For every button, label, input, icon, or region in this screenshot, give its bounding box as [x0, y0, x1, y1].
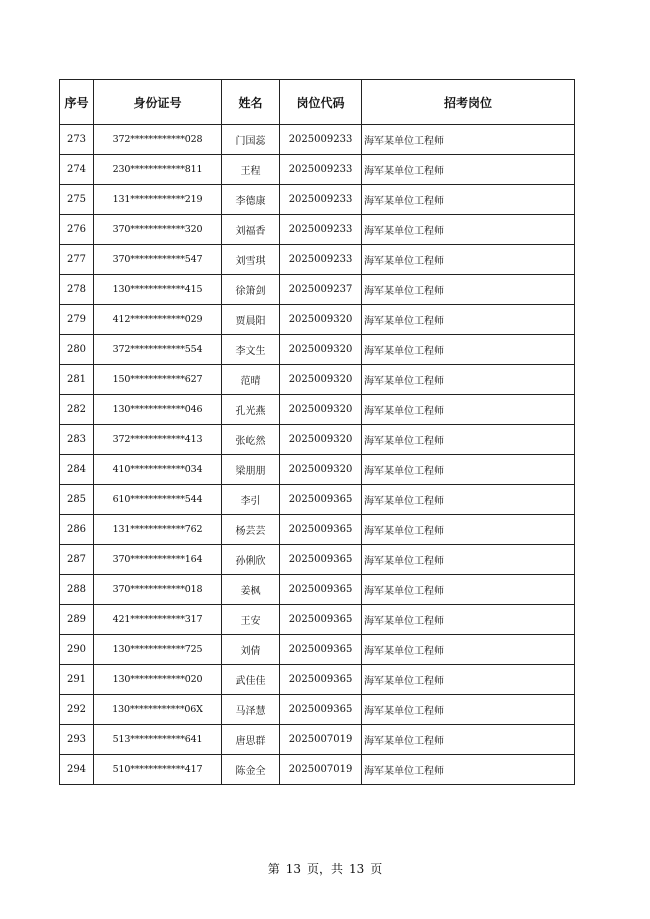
table-row — [60, 125, 575, 155]
cell-post: 海军某单位工程师 — [362, 575, 575, 605]
header-post: 招考岗位 — [362, 80, 575, 125]
cell-seq: 291 — [60, 665, 94, 695]
table-row — [60, 725, 575, 755]
table-row — [60, 665, 575, 695]
table-row — [60, 635, 575, 665]
cell-id-number: 130************725 — [94, 635, 222, 665]
cell-seq: 274 — [60, 155, 94, 185]
table-row — [60, 425, 575, 455]
table-row — [60, 215, 575, 245]
cell-seq: 275 — [60, 185, 94, 215]
table-row — [60, 545, 575, 575]
cell-id-number: 372************554 — [94, 335, 222, 365]
cell-id-number: 131************762 — [94, 515, 222, 545]
cell-post: 海军某单位工程师 — [362, 515, 575, 545]
cell-post: 海军某单位工程师 — [362, 545, 575, 575]
cell-post-code: 2025009320 — [280, 305, 362, 335]
page-footer — [0, 860, 650, 877]
cell-post-code: 2025009365 — [280, 635, 362, 665]
cell-name: 李文生 — [222, 335, 280, 365]
cell-seq: 285 — [60, 485, 94, 515]
cell-post: 海军某单位工程师 — [362, 365, 575, 395]
cell-name: 李引 — [222, 485, 280, 515]
table-row — [60, 485, 575, 515]
candidate-table — [59, 79, 575, 785]
cell-post-code: 2025009320 — [280, 455, 362, 485]
cell-name: 唐思群 — [222, 725, 280, 755]
cell-post: 海军某单位工程师 — [362, 425, 575, 455]
cell-id-number: 610************544 — [94, 485, 222, 515]
cell-name: 杨芸芸 — [222, 515, 280, 545]
cell-id-number: 372************028 — [94, 125, 222, 155]
cell-seq: 293 — [60, 725, 94, 755]
footer-current-page: 13 — [285, 862, 301, 876]
cell-id-number: 130************020 — [94, 665, 222, 695]
cell-id-number: 410************034 — [94, 455, 222, 485]
cell-post-code: 2025009365 — [280, 515, 362, 545]
cell-post: 海军某单位工程师 — [362, 665, 575, 695]
cell-seq: 277 — [60, 245, 94, 275]
cell-post: 海军某单位工程师 — [362, 455, 575, 485]
footer-suffix: 页 — [370, 862, 383, 876]
cell-post-code: 2025009365 — [280, 605, 362, 635]
table-row — [60, 155, 575, 185]
cell-post: 海军某单位工程师 — [362, 395, 575, 425]
table-row — [60, 335, 575, 365]
header-seq: 序号 — [60, 80, 94, 125]
cell-post: 海军某单位工程师 — [362, 335, 575, 365]
table-row — [60, 755, 575, 785]
table-row — [60, 275, 575, 305]
table-row — [60, 695, 575, 725]
cell-id-number: 131************219 — [94, 185, 222, 215]
cell-id-number: 370************320 — [94, 215, 222, 245]
cell-seq: 279 — [60, 305, 94, 335]
cell-name: 梁朋朋 — [222, 455, 280, 485]
cell-post-code: 2025009320 — [280, 365, 362, 395]
cell-seq: 282 — [60, 395, 94, 425]
cell-name: 孔光燕 — [222, 395, 280, 425]
cell-name: 徐箫剑 — [222, 275, 280, 305]
cell-post-code: 2025009320 — [280, 395, 362, 425]
cell-name: 孙俐欣 — [222, 545, 280, 575]
header-name: 姓名 — [222, 80, 280, 125]
cell-post-code: 2025009365 — [280, 545, 362, 575]
cell-name: 张屹然 — [222, 425, 280, 455]
cell-post: 海军某单位工程师 — [362, 185, 575, 215]
cell-seq: 287 — [60, 545, 94, 575]
cell-name: 门国蕊 — [222, 125, 280, 155]
cell-post: 海军某单位工程师 — [362, 305, 575, 335]
cell-seq: 294 — [60, 755, 94, 785]
cell-post: 海军某单位工程师 — [362, 125, 575, 155]
cell-id-number: 230************811 — [94, 155, 222, 185]
cell-id-number: 130************06X — [94, 695, 222, 725]
footer-total-pages: 13 — [349, 862, 365, 876]
cell-post-code: 2025009233 — [280, 185, 362, 215]
cell-post-code: 2025009237 — [280, 275, 362, 305]
footer-prefix: 第 — [267, 862, 280, 876]
header-post-code: 岗位代码 — [280, 80, 362, 125]
cell-seq: 284 — [60, 455, 94, 485]
cell-post: 海军某单位工程师 — [362, 245, 575, 275]
table-header-row — [60, 80, 575, 125]
cell-post: 海军某单位工程师 — [362, 725, 575, 755]
cell-post-code: 2025007019 — [280, 755, 362, 785]
cell-name: 姜枫 — [222, 575, 280, 605]
table-row — [60, 575, 575, 605]
cell-post: 海军某单位工程师 — [362, 635, 575, 665]
table-row — [60, 185, 575, 215]
cell-id-number: 372************413 — [94, 425, 222, 455]
cell-id-number: 130************415 — [94, 275, 222, 305]
cell-name: 陈金全 — [222, 755, 280, 785]
table-row — [60, 455, 575, 485]
cell-name: 刘雪琪 — [222, 245, 280, 275]
cell-seq: 273 — [60, 125, 94, 155]
cell-post-code: 2025009365 — [280, 695, 362, 725]
cell-seq: 276 — [60, 215, 94, 245]
table-row — [60, 305, 575, 335]
cell-id-number: 130************046 — [94, 395, 222, 425]
cell-id-number: 370************018 — [94, 575, 222, 605]
table-row — [60, 245, 575, 275]
cell-name: 贾晨阳 — [222, 305, 280, 335]
cell-seq: 278 — [60, 275, 94, 305]
cell-post: 海军某单位工程师 — [362, 215, 575, 245]
cell-name: 刘福香 — [222, 215, 280, 245]
cell-name: 李德康 — [222, 185, 280, 215]
cell-seq: 281 — [60, 365, 94, 395]
cell-id-number: 150************627 — [94, 365, 222, 395]
cell-id-number: 370************164 — [94, 545, 222, 575]
table-row — [60, 395, 575, 425]
cell-name: 范晴 — [222, 365, 280, 395]
cell-seq: 289 — [60, 605, 94, 635]
cell-name: 马泽慧 — [222, 695, 280, 725]
cell-name: 王程 — [222, 155, 280, 185]
cell-post-code: 2025009365 — [280, 485, 362, 515]
cell-post: 海军某单位工程师 — [362, 155, 575, 185]
cell-id-number: 513************641 — [94, 725, 222, 755]
header-id-number: 身份证号 — [94, 80, 222, 125]
cell-seq: 288 — [60, 575, 94, 605]
cell-seq: 286 — [60, 515, 94, 545]
cell-post: 海军某单位工程师 — [362, 275, 575, 305]
cell-post-code: 2025009320 — [280, 425, 362, 455]
cell-post-code: 2025009365 — [280, 575, 362, 605]
cell-seq: 280 — [60, 335, 94, 365]
cell-post: 海军某单位工程师 — [362, 485, 575, 515]
cell-post-code: 2025009233 — [280, 215, 362, 245]
cell-name: 王安 — [222, 605, 280, 635]
cell-post-code: 2025009233 — [280, 125, 362, 155]
table-row — [60, 365, 575, 395]
cell-id-number: 412************029 — [94, 305, 222, 335]
cell-post: 海军某单位工程师 — [362, 695, 575, 725]
cell-post-code: 2025009320 — [280, 335, 362, 365]
cell-name: 刘倩 — [222, 635, 280, 665]
cell-id-number: 421************317 — [94, 605, 222, 635]
cell-id-number: 370************547 — [94, 245, 222, 275]
cell-post: 海军某单位工程师 — [362, 755, 575, 785]
cell-post-code: 2025009233 — [280, 155, 362, 185]
cell-post-code: 2025009233 — [280, 245, 362, 275]
cell-post-code: 2025009365 — [280, 665, 362, 695]
cell-seq: 292 — [60, 695, 94, 725]
cell-seq: 290 — [60, 635, 94, 665]
table-row — [60, 605, 575, 635]
cell-post: 海军某单位工程师 — [362, 605, 575, 635]
cell-id-number: 510************417 — [94, 755, 222, 785]
cell-seq: 283 — [60, 425, 94, 455]
cell-post-code: 2025007019 — [280, 725, 362, 755]
footer-mid: 页，共 — [306, 862, 343, 876]
table-row — [60, 515, 575, 545]
cell-name: 武佳佳 — [222, 665, 280, 695]
table-body — [60, 125, 575, 785]
